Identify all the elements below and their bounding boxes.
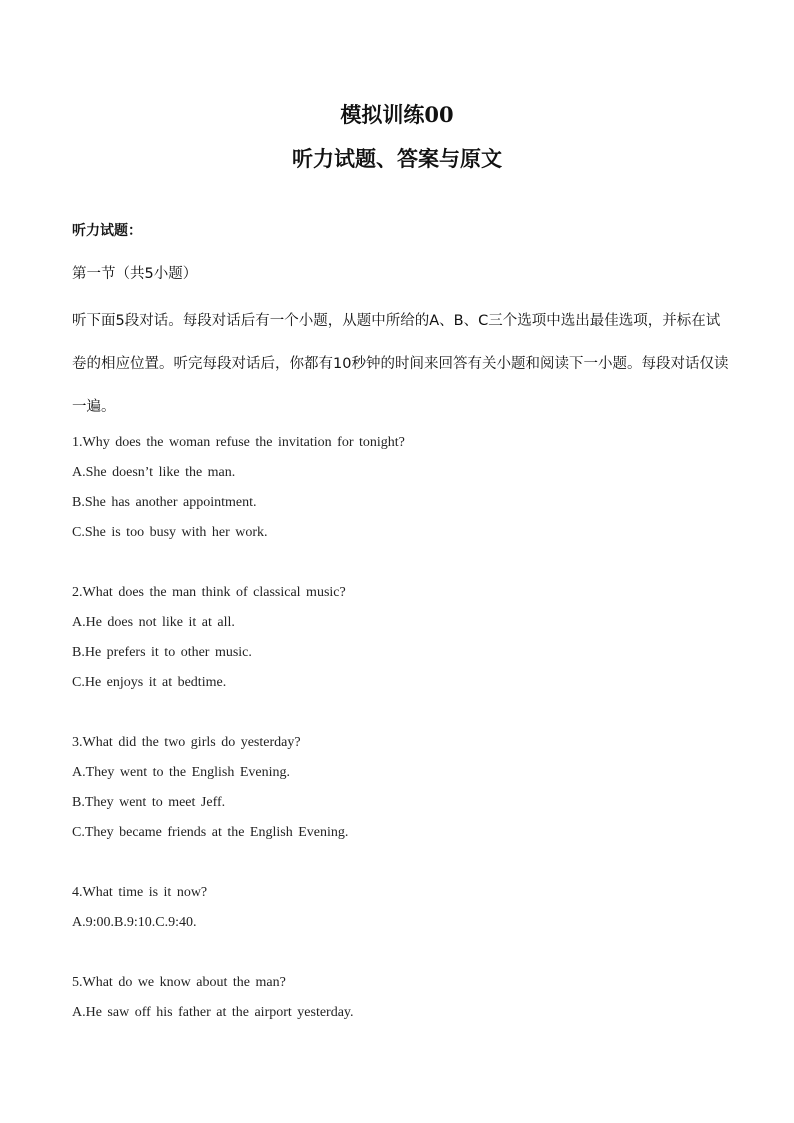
question-text: 1.Why does the woman refuse the invitation for tonight? [72, 435, 405, 450]
question-text: 2.What does the man think of classical music? [72, 585, 346, 600]
document-title: 模拟训练00 [340, 102, 454, 127]
option-a: A.They went to the English Evening. [72, 765, 291, 780]
question-block [72, 583, 405, 733]
instructions-paragraph: 听下面5段对话。每段对话后有一个小题，从题中所给的A、B、C三个选项中选出最佳选项，并标在试卷的相应位置。听完每段对话后，你都有10秒钟的时间来回答有关小题和阅读下一小题。每段对话仅读一遍。 [72, 313, 729, 415]
option-b: B.They went to meet Jeff. [72, 795, 226, 810]
option-a: A.She doesn’t like the man. [72, 465, 236, 480]
section1-heading: 第一节（共5小题） [72, 266, 198, 282]
option-c: C.He enjoys it at bedtime. [72, 675, 227, 690]
question-text: 5.What do we know about the man? [72, 975, 286, 990]
option-a: A.He does not like it at all. [72, 615, 235, 630]
option-c: C.She is too busy with her work. [72, 525, 268, 540]
option-a: A.He saw off his father at the airport yesterday. [72, 1005, 354, 1020]
question-block [72, 433, 405, 583]
section-label: 听力试题： [72, 223, 142, 239]
option-b: B.He prefers it to other music. [72, 645, 252, 660]
question-list [72, 433, 405, 1033]
question-block [72, 883, 405, 973]
options-line: A.9:00.B.9:10.C.9:40. [72, 915, 197, 930]
question-text: 3.What did the two girls do yesterday? [72, 735, 301, 750]
document-subtitle: 听力试题、答案与原文 [292, 146, 502, 171]
question-block [72, 973, 405, 1033]
question-block [72, 733, 405, 883]
option-b: B.She has another appointment. [72, 495, 257, 510]
option-c: C.They became friends at the English Evening. [72, 825, 349, 840]
question-text: 4.What time is it now? [72, 885, 208, 900]
